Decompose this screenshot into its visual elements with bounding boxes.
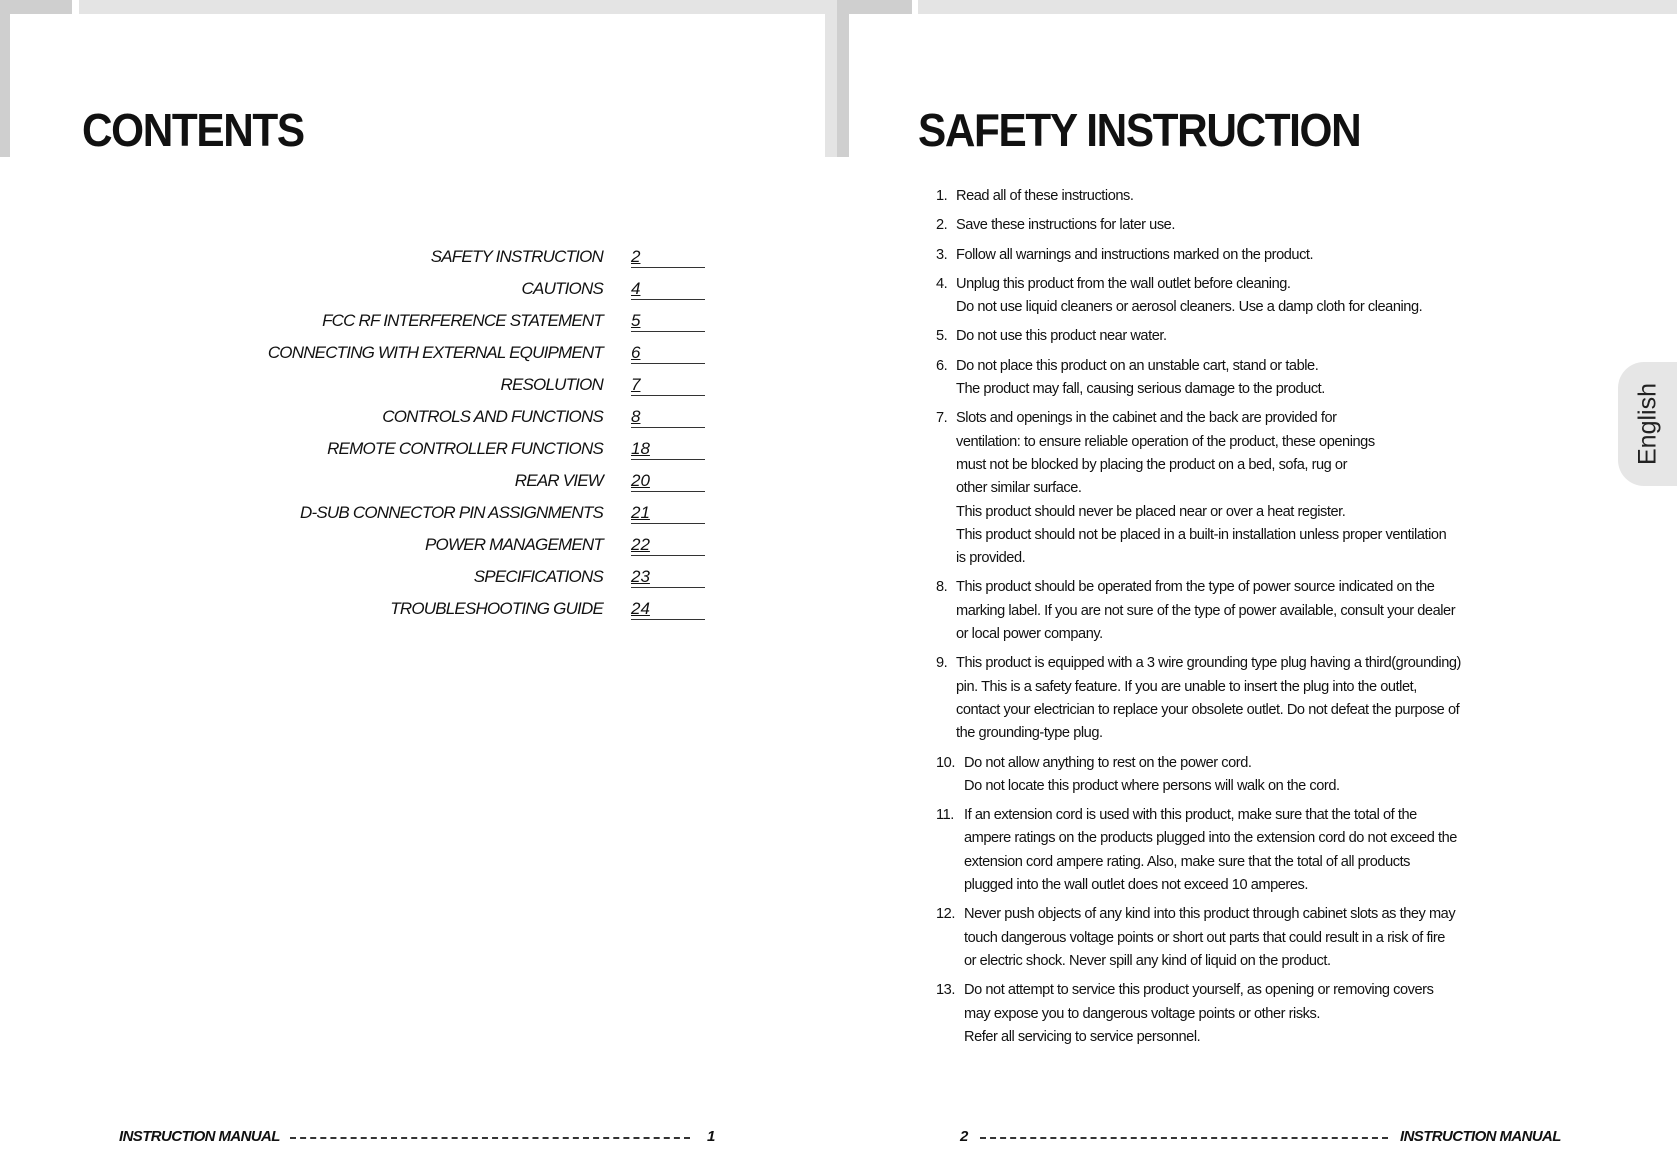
safety-item-line: is provided.: [956, 550, 1026, 567]
safety-item-line: touch dangerous voltage points or short out parts that could result in a risk of fire: [964, 929, 1445, 946]
safety-item-number: 5.: [936, 328, 948, 345]
safety-item-line: Read all of these instructions.: [956, 188, 1134, 204]
safety-item: [936, 355, 1556, 402]
toc-entry-title: D-SUB CONNECTOR PIN ASSIGNMENTS: [300, 503, 603, 522]
safety-item-line: pin. This is a safety feature. If you are unable to insert the plug into the outlet,: [956, 678, 1417, 695]
right-page-side-bar: [837, 0, 849, 157]
toc-entry-title: RESOLUTION: [500, 375, 603, 394]
right-footer-label: INSTRUCTION MANUAL: [1400, 1128, 1561, 1145]
safety-item: [936, 325, 1556, 348]
toc-entry-title: FCC RF INTERFERENCE STATEMENT: [322, 311, 603, 330]
safety-item-line: extension cord ampere rating. Also, make sure that the total of all products: [964, 853, 1411, 870]
safety-item-line: This product should not be placed in a built-in installation unless proper ventilation: [956, 526, 1447, 543]
safety-item-line: This product should be operated from the type of power source indicated on the: [956, 579, 1435, 596]
safety-item: [936, 979, 1556, 1049]
right-footer-dashes: [980, 1137, 1388, 1139]
center-divider-left: [825, 0, 837, 157]
toc-entry-page: 18: [631, 439, 705, 460]
safety-item: [936, 752, 1556, 799]
left-page-top-bar: [79, 0, 825, 14]
toc-entry[interactable]: [0, 595, 720, 627]
toc-entry-page: 6: [631, 343, 705, 364]
safety-item-line: ventilation: to ensure reliable operation of the product, these openings: [956, 433, 1375, 450]
safety-item-line: Follow all warnings and instructions marked on the product.: [956, 246, 1314, 263]
safety-item-line: contact your electrician to replace your obsolete outlet. Do not defeat the purpose of: [956, 701, 1460, 718]
toc-entry-page: 8: [631, 407, 705, 428]
toc-entry[interactable]: [0, 467, 720, 499]
right-page-top-bar: [918, 0, 1677, 14]
safety-item-line: This product is equipped with a 3 wire grounding type plug having a third(grounding): [956, 655, 1461, 672]
safety-item-line: Do not use this product near water.: [956, 328, 1167, 345]
safety-item-line: Do not use liquid cleaners or aerosol cleaners. Use a damp cloth for cleaning.: [956, 299, 1423, 316]
toc-entry[interactable]: [0, 403, 720, 435]
toc-entry-title: SPECIFICATIONS: [473, 567, 603, 586]
toc-entry-page: 5: [631, 311, 705, 332]
toc-entry-page: 22: [631, 535, 705, 556]
safety-item-line: or electric shock. Never spill any kind of liquid on the product.: [964, 952, 1331, 969]
safety-item-line: marking label. If you are not sure of the type of power available, consult your dealer: [956, 602, 1456, 619]
toc-entry[interactable]: [0, 563, 720, 595]
safety-item: [936, 185, 1556, 208]
safety-item: [936, 576, 1556, 646]
safety-item-line: or local power company.: [956, 626, 1103, 643]
toc-entry-page: 23: [631, 567, 705, 588]
right-footer-page-number: 2: [960, 1128, 968, 1145]
toc-entry-title: REMOTE CONTROLLER FUNCTIONS: [327, 439, 603, 458]
safety-item-line: The product may fall, causing serious damage to the product.: [956, 381, 1325, 398]
toc-entry[interactable]: [0, 531, 720, 563]
language-tab[interactable]: [1618, 362, 1677, 486]
safety-item: [936, 273, 1556, 320]
safety-item-number: 1.: [936, 188, 948, 204]
table-of-contents: [0, 243, 720, 627]
safety-item-line: Save these instructions for later use.: [956, 217, 1175, 234]
toc-entry[interactable]: [0, 339, 720, 371]
safety-item-line: other similar surface.: [956, 480, 1082, 497]
safety-item-line: Never push objects of any kind into this product through cabinet slots as they may: [964, 906, 1456, 923]
safety-item-number: 12.: [936, 906, 955, 923]
safety-item-number: 3.: [936, 246, 948, 263]
safety-item: [936, 214, 1556, 237]
toc-entry[interactable]: [0, 275, 720, 307]
toc-entry[interactable]: [0, 371, 720, 403]
safety-item-number: 11.: [936, 807, 954, 824]
safety-item-number: 8.: [936, 579, 948, 596]
safety-item-line: This product should never be placed near or over a heat register.: [956, 503, 1346, 520]
toc-entry[interactable]: [0, 435, 720, 467]
safety-item-number: 2.: [936, 217, 948, 234]
left-footer-dashes: [290, 1137, 690, 1139]
safety-item-line: Unplug this product from the wall outlet before cleaning.: [956, 275, 1291, 292]
safety-item: [936, 652, 1556, 745]
toc-entry-page: 21: [631, 503, 705, 524]
toc-entry-title: CAUTIONS: [521, 279, 603, 298]
toc-entry-title: REAR VIEW: [514, 471, 603, 490]
safety-item-line: Do not place this product on an unstable cart, stand or table.: [956, 357, 1319, 374]
toc-entry-page: 24: [631, 599, 705, 620]
toc-entry-title: CONNECTING WITH EXTERNAL EQUIPMENT: [267, 343, 603, 362]
left-page-side-bar: [0, 0, 10, 157]
safety-item-line: must not be blocked by placing the product on a bed, sofa, rug or: [956, 456, 1347, 473]
safety-instruction-list: [936, 185, 1556, 1055]
safety-item-line: Do not allow anything to rest on the power cord.: [964, 754, 1252, 771]
safety-item-line: the grounding-type plug.: [956, 725, 1103, 742]
safety-item: [936, 407, 1556, 570]
safety-item-line: Do not locate this product where persons will walk on the cord.: [964, 777, 1340, 794]
toc-entry-page: 4: [631, 279, 705, 300]
left-page-corner-bar: [0, 0, 72, 14]
toc-entry-page: 7: [631, 375, 705, 396]
safety-item-number: 6.: [936, 357, 948, 374]
safety-item-line: may expose you to dangerous voltage points or other risks.: [964, 1005, 1320, 1022]
left-footer-label: INSTRUCTION MANUAL: [119, 1128, 280, 1145]
safety-item-number: 9.: [936, 655, 948, 672]
safety-item: [936, 903, 1556, 973]
safety-item-number: 7.: [936, 410, 948, 427]
safety-item-number: 13.: [936, 982, 955, 999]
safety-item: [936, 804, 1556, 897]
safety-item-line: Slots and openings in the cabinet and the back are provided for: [956, 410, 1337, 427]
safety-item-line: Do not attempt to service this product yourself, as opening or removing covers: [964, 982, 1434, 999]
safety-instruction-title: SAFETY INSTRUCTION: [918, 104, 1361, 156]
safety-item: [936, 244, 1556, 267]
toc-entry-title: SAFETY INSTRUCTION: [430, 247, 603, 266]
language-tab-label: English: [1633, 383, 1661, 465]
toc-entry-page: 20: [631, 471, 705, 492]
left-footer-page-number: 1: [707, 1128, 715, 1145]
safety-item-line: ampere ratings on the products plugged into the extension cord do not exceed the: [964, 830, 1457, 847]
safety-item-line: If an extension cord is used with this product, make sure that the total of the: [964, 807, 1417, 824]
toc-entry-title: POWER MANAGEMENT: [425, 535, 603, 554]
toc-entry[interactable]: [0, 499, 720, 531]
toc-entry-title: CONTROLS AND FUNCTIONS: [382, 407, 603, 426]
safety-item-line: plugged into the wall outlet does not exceed 10 amperes.: [964, 877, 1308, 894]
safety-item-number: 10.: [936, 754, 955, 771]
toc-entry[interactable]: [0, 243, 720, 275]
toc-entry-title: TROUBLESHOOTING GUIDE: [390, 599, 603, 618]
safety-item-line: Refer all servicing to service personnel.: [964, 1028, 1201, 1045]
toc-entry[interactable]: [0, 307, 720, 339]
contents-title: CONTENTS: [82, 104, 304, 156]
toc-entry-page: 2: [631, 247, 705, 268]
safety-item-number: 4.: [936, 275, 948, 292]
